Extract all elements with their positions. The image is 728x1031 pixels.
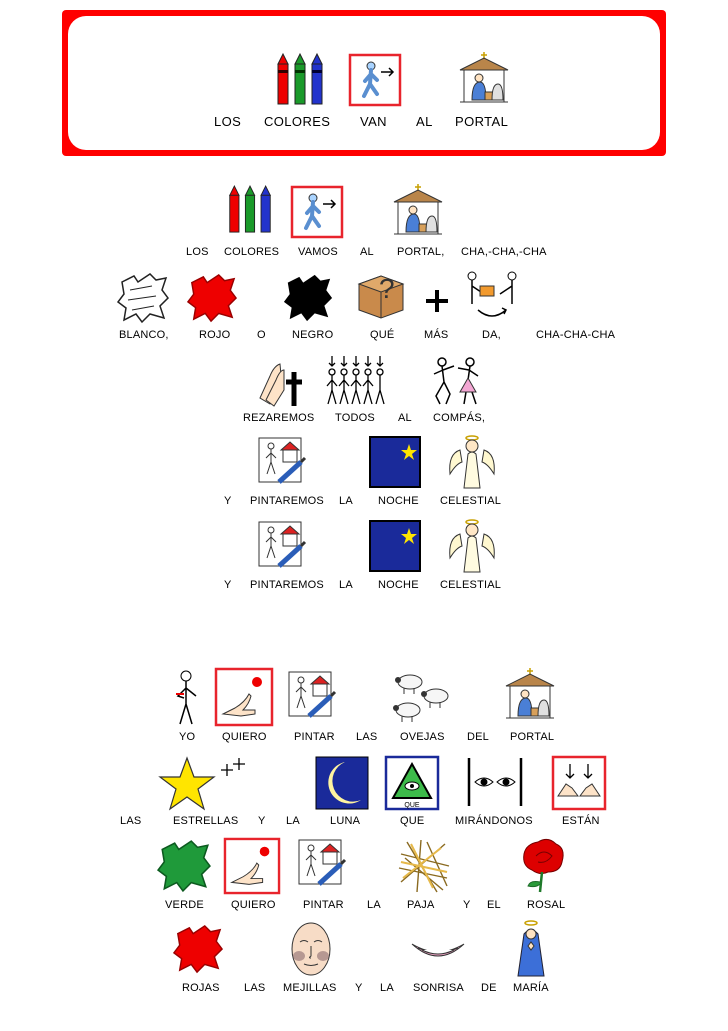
lyric-word: PINTAREMOS [250, 495, 324, 507]
lyric-word: LAS [244, 982, 266, 994]
lyric-word: CELESTIAL [440, 495, 502, 507]
lyric-word: COLORES [224, 246, 280, 258]
red-color-icon [186, 272, 238, 324]
lyric-word: PINTAR [303, 899, 344, 911]
nativity-icon [392, 184, 444, 238]
sheep-icon [392, 672, 454, 724]
lyric-word: LA [286, 815, 300, 827]
lyric-word: REZAREMOS [243, 412, 315, 424]
angel-icon [448, 434, 496, 490]
moon-icon [315, 756, 369, 810]
give-icon [464, 270, 520, 324]
night-icon [369, 436, 421, 488]
pray-icon [256, 356, 308, 408]
lyric-word: CELESTIAL [440, 579, 502, 591]
lyric-word: YO [179, 731, 196, 743]
lyric-word: Y [463, 899, 471, 911]
green-color-icon [156, 838, 212, 894]
lyric-word: Y [258, 815, 266, 827]
plus-icon [424, 288, 450, 314]
lyric-word: QUIERO [222, 731, 267, 743]
crayons-icon [275, 54, 325, 106]
lyric-word: LA [380, 982, 394, 994]
want-icon [215, 668, 273, 726]
lyric-word: SONRISA [413, 982, 464, 994]
walk-to-icon [349, 54, 401, 106]
look-each-other-icon [465, 756, 525, 808]
paint-icon [257, 520, 307, 572]
title-word: LOS [214, 114, 242, 129]
lyric-word: LA [367, 899, 381, 911]
cheeks-face-icon [288, 920, 334, 978]
straw-icon [397, 838, 451, 894]
black-color-icon [282, 272, 334, 324]
lyric-word: COMPÁS, [433, 412, 486, 424]
question-box-icon [355, 268, 407, 318]
mary-icon [514, 920, 548, 978]
lyric-word: LOS [186, 246, 209, 258]
paint-icon [257, 436, 307, 488]
plural-icon [220, 756, 246, 778]
lyric-word: PORTAL [510, 731, 555, 743]
want-icon [224, 838, 280, 894]
rose-icon [518, 836, 568, 894]
lyric-word: LA [339, 579, 353, 591]
lyric-word: AL [398, 412, 412, 424]
lyric-word: ROJAS [182, 982, 220, 994]
estar-icon [552, 756, 606, 810]
lyric-word: LAS [120, 815, 142, 827]
lyric-word: MARÍA [513, 982, 549, 994]
white-color-icon [116, 272, 170, 324]
lyric-word: PINTAREMOS [250, 579, 324, 591]
crayons-icon [227, 186, 273, 234]
smile-icon [410, 938, 466, 966]
lyric-word: NOCHE [378, 579, 419, 591]
lyric-word: LA [339, 495, 353, 507]
lyric-word: Y [224, 579, 232, 591]
lyric-word: ESTÁN [562, 815, 600, 827]
lyric-word: ROSAL [527, 899, 566, 911]
que-symbol-label: QUE [404, 802, 420, 809]
red-color-icon [172, 922, 224, 976]
walk-to-icon [291, 186, 343, 238]
lyric-word: PAJA [407, 899, 435, 911]
title-word: COLORES [264, 114, 331, 129]
lyric-word: ROJO [199, 329, 231, 341]
me-icon [172, 670, 200, 726]
lyric-word: TODOS [335, 412, 375, 424]
lyric-word: PORTAL, [397, 246, 445, 258]
lyric-word: CHA-CHA-CHA [536, 329, 616, 341]
paint-icon [287, 670, 337, 722]
all-people-icon [326, 356, 382, 408]
lyric-word: QUIERO [231, 899, 276, 911]
lyric-word: MEJILLAS [283, 982, 337, 994]
lyric-word: NEGRO [292, 329, 334, 341]
lyric-word: DE [481, 982, 497, 994]
lyric-word: ESTRELLAS [173, 815, 239, 827]
lyric-word: CHA,-CHA,-CHA [461, 246, 547, 258]
lyric-word: DEL [467, 731, 489, 743]
star-icon [158, 756, 216, 812]
title-word: AL [416, 114, 433, 129]
lyric-word: AL [360, 246, 374, 258]
title-word: PORTAL [455, 114, 509, 129]
lyric-word: NOCHE [378, 495, 419, 507]
lyric-word: LAS [356, 731, 378, 743]
lyric-word: QUE [400, 815, 425, 827]
lyric-word: PINTAR [294, 731, 335, 743]
lyric-word: O [257, 329, 266, 341]
lyric-word: OVEJAS [400, 731, 445, 743]
dance-icon [430, 356, 482, 408]
title-word: VAN [360, 114, 387, 129]
lyric-word: DA, [482, 329, 501, 341]
lyric-word: VAMOS [298, 246, 338, 258]
nativity-icon [458, 52, 510, 106]
lyric-word: VERDE [165, 899, 204, 911]
night-icon [369, 520, 421, 572]
lyric-word: LUNA [330, 815, 361, 827]
lyric-word: QUÉ [370, 329, 395, 341]
angel-icon [448, 518, 496, 574]
lyric-word: Y [224, 495, 232, 507]
paint-icon [297, 838, 347, 890]
que-icon [385, 756, 439, 810]
lyric-word: BLANCO, [119, 329, 169, 341]
nativity-icon [504, 668, 556, 722]
lyric-word: Y [355, 982, 363, 994]
lyric-word: MÁS [424, 329, 449, 341]
svg-text:?: ? [379, 273, 395, 304]
lyric-word: MIRÁNDONOS [455, 815, 533, 827]
lyric-word: EL [487, 899, 501, 911]
